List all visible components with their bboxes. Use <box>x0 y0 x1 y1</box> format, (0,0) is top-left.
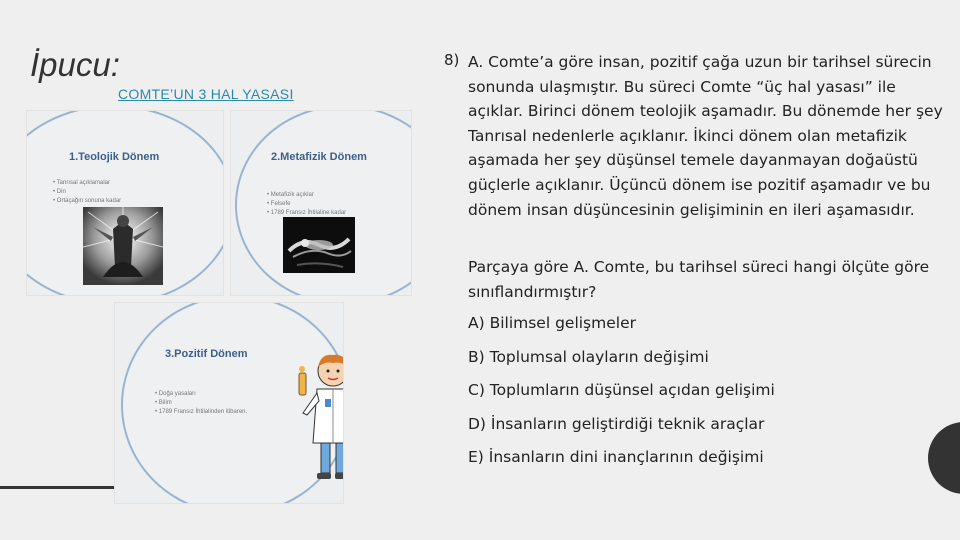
metaphysical-figure-illustration <box>283 217 355 273</box>
option-b[interactable]: B) Toplumsal olayların değişimi <box>468 348 709 366</box>
card-bullet: • Metafizik açıklar <box>267 191 346 200</box>
card-bullet: • 1789 Fransız İhtilaline kadar <box>267 209 346 218</box>
card-bullet: • Doğa yasaları <box>155 390 247 399</box>
card-bullet: • Ortaçağın sonuna kadar <box>53 197 121 206</box>
religious-figure-illustration <box>83 207 163 285</box>
card-bullets <box>155 390 247 417</box>
question-number: 8) <box>444 51 460 69</box>
question-text: A. Comte’a göre insan, pozitif çağa uzun bir tarihsel sürecin sonunda ulaşmıştır. Bu süreci Comte “üç hal yasası” ile açıklar. Birinci dönem teolojik aşamadır. Bu dönemde her şey Tanrısal nedenlerle açıklanır. İkinci dönem olan metafizik aşamada her şey düşünsel temele dayanmayan doğaüstü güçlerle açıklanır. Üçüncü dönem ise pozitif aşamadır ve bu dönem insan düşüncesinin gelişiminin en ileri aşamasıdır. <box>468 53 943 219</box>
card-pozitif <box>114 302 344 504</box>
card-bullet: • 1789 Fransız İhtilalinden itibaren. <box>155 408 247 417</box>
card-metafizik <box>230 110 412 296</box>
card-bullet: • Bilim <box>155 399 247 408</box>
scientist-illustration <box>291 349 344 491</box>
card-bullet: • Felsefe <box>267 200 346 209</box>
question-prompt: Parçaya göre A. Comte, bu tarihsel süreci hangi ölçüte göre sınıflandırmıştır? <box>468 258 930 301</box>
option-d[interactable]: D) İnsanların geliştirdiği teknik araçlar <box>468 415 765 433</box>
card-title: 1.Teolojik Dönem <box>69 151 160 163</box>
option-e[interactable]: E) İnsanların dini inançlarının değişimi <box>468 448 764 466</box>
card-title: 3.Pozitif Dönem <box>165 348 248 360</box>
decorative-line <box>0 486 114 489</box>
card-bullets <box>267 191 346 218</box>
option-a[interactable]: A) Bilimsel gelişmeler <box>468 314 636 332</box>
hint-link[interactable]: COMTE’UN 3 HAL YASASI <box>118 86 294 102</box>
card-teolojik <box>26 110 224 296</box>
card-bullets <box>53 179 121 206</box>
decorative-circle <box>928 422 960 494</box>
option-c[interactable]: C) Toplumların düşünsel açıdan gelişimi <box>468 381 775 399</box>
hint-title: İpucu: <box>30 46 120 83</box>
card-bullet: • Tanrısal açıklamalar <box>53 179 121 188</box>
card-bullet: • Din <box>53 188 121 197</box>
card-title: 2.Metafizik Dönem <box>271 151 367 163</box>
